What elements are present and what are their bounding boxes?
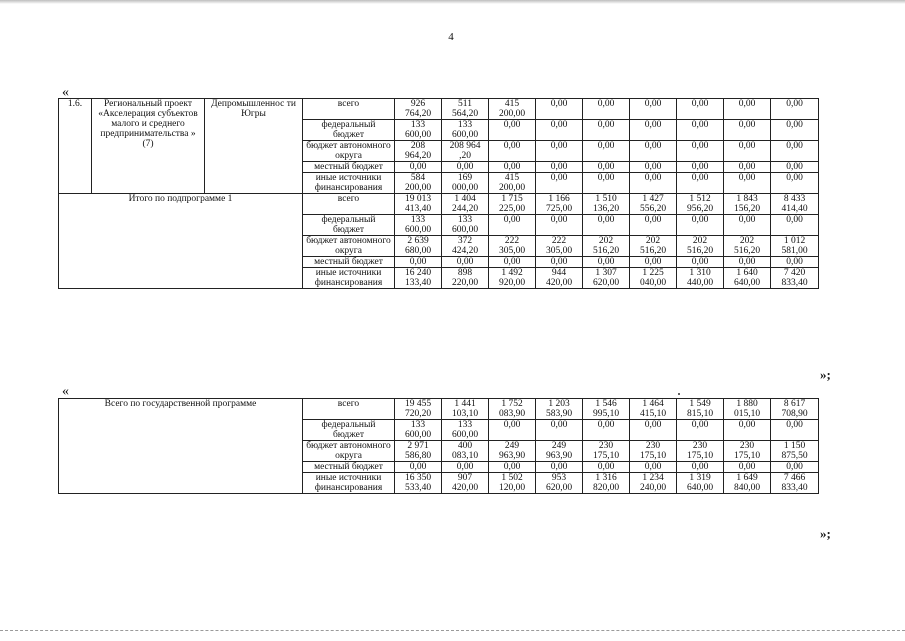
amount-cell: 1 234 240,00 — [630, 473, 677, 494]
amount-cell: 0,00 — [489, 420, 536, 441]
amount-cell: 0,00 — [771, 215, 819, 236]
amount-cell: 0,00 — [489, 462, 536, 473]
amount-cell: 0,00 — [536, 120, 583, 141]
amount-cell: 202 516,20 — [583, 236, 630, 257]
amount-cell: 0,00 — [536, 162, 583, 173]
scan-edge-bottom — [0, 630, 905, 641]
amount-cell: 0,00 — [583, 99, 630, 120]
project-number: 1.6. — [59, 99, 92, 194]
amount-cell: 1 715 225,00 — [489, 194, 536, 215]
amount-cell: 1 510 136,20 — [583, 194, 630, 215]
amount-cell: 0,00 — [677, 173, 724, 194]
amount-cell: 1 441 103,10 — [442, 399, 489, 420]
amount-cell: 400 083,10 — [442, 441, 489, 462]
funding-source: местный бюджет — [303, 257, 395, 268]
amount-cell: 1 427 556,20 — [630, 194, 677, 215]
funding-source: местный бюджет — [303, 162, 395, 173]
page-number: 4 — [448, 31, 454, 43]
amount-cell: 0,00 — [724, 173, 771, 194]
amount-cell: 0,00 — [724, 257, 771, 268]
funding-source: местный бюджет — [303, 462, 395, 473]
amount-cell: 415 200,00 — [489, 99, 536, 120]
amount-cell: 222 305,00 — [536, 236, 583, 257]
amount-cell: 0,00 — [583, 420, 630, 441]
amount-cell: 0,00 — [771, 141, 819, 162]
amount-cell: 0,00 — [583, 120, 630, 141]
amount-cell: 1 319 640,00 — [677, 473, 724, 494]
funding-source: иные источники финансирования — [303, 473, 395, 494]
amount-cell: 0,00 — [771, 462, 819, 473]
closing-quote: »; — [820, 526, 831, 541]
amount-cell: 169 000,00 — [442, 173, 489, 194]
amount-cell: 1 502 120,00 — [489, 473, 536, 494]
amount-cell: 584 200,00 — [395, 173, 442, 194]
amount-cell: 0,00 — [395, 162, 442, 173]
amount-cell: 0,00 — [771, 257, 819, 268]
amount-cell: 202 516,20 — [724, 236, 771, 257]
funding-source: федеральный бюджет — [303, 120, 395, 141]
amount-cell: 0,00 — [724, 420, 771, 441]
amount-cell: 1 549 815,10 — [677, 399, 724, 420]
subtotal-label: Итого по подпрограмме 1 — [59, 194, 303, 289]
amount-cell: 1 225 040,00 — [630, 268, 677, 289]
amount-cell: 7 420 833,40 — [771, 268, 819, 289]
amount-cell: 1 649 840,00 — [724, 473, 771, 494]
closing-quote: »; — [820, 367, 831, 382]
amount-cell: 0,00 — [536, 215, 583, 236]
funding-source: федеральный бюджет — [303, 215, 395, 236]
amount-cell: 1 464 415,10 — [630, 399, 677, 420]
amount-cell: 0,00 — [677, 141, 724, 162]
amount-cell: 133 600,00 — [395, 120, 442, 141]
amount-cell: 0,00 — [630, 257, 677, 268]
amount-cell: 1 404 244,20 — [442, 194, 489, 215]
amount-cell: 133 600,00 — [395, 420, 442, 441]
amount-cell: 0,00 — [724, 141, 771, 162]
amount-cell: 0,00 — [536, 173, 583, 194]
amount-cell: 0,00 — [677, 462, 724, 473]
amount-cell: 0,00 — [771, 120, 819, 141]
funding-source: бюджет автономного округа — [303, 141, 395, 162]
amount-cell: 415 200,00 — [489, 173, 536, 194]
funding-source: всего — [303, 194, 395, 215]
amount-cell: 0,00 — [583, 215, 630, 236]
amount-cell: 372 424,20 — [442, 236, 489, 257]
amount-cell: 202 516,20 — [630, 236, 677, 257]
amount-cell: 1 307 620,00 — [583, 268, 630, 289]
amount-cell: 953 620,00 — [536, 473, 583, 494]
amount-cell: 1 203 583,90 — [536, 399, 583, 420]
amount-cell: 0,00 — [630, 173, 677, 194]
amount-cell: 0,00 — [630, 462, 677, 473]
table-row — [59, 194, 819, 215]
funding-source: всего — [303, 99, 395, 120]
amount-cell: 0,00 — [583, 162, 630, 173]
amount-cell: 0,00 — [442, 462, 489, 473]
amount-cell: 0,00 — [771, 99, 819, 120]
amount-cell: 0,00 — [724, 120, 771, 141]
amount-cell: 1 752 083,90 — [489, 399, 536, 420]
amount-cell: 0,00 — [395, 462, 442, 473]
amount-cell: 0,00 — [677, 120, 724, 141]
amount-cell: 19 013 413,40 — [395, 194, 442, 215]
amount-cell: 133 600,00 — [395, 215, 442, 236]
program-total-label: Всего по государственной программе — [59, 399, 303, 494]
amount-cell: 1 880 015,10 — [724, 399, 771, 420]
amount-cell: 0,00 — [489, 257, 536, 268]
funding-source: всего — [303, 399, 395, 420]
amount-cell: 0,00 — [442, 162, 489, 173]
amount-cell: 2 971 586,80 — [395, 441, 442, 462]
amount-cell: 0,00 — [395, 257, 442, 268]
amount-cell: 230 175,10 — [630, 441, 677, 462]
amount-cell: 1 310 440,00 — [677, 268, 724, 289]
amount-cell: 8 617 708,90 — [771, 399, 819, 420]
amount-cell: 0,00 — [771, 420, 819, 441]
project-name: Региональный проект «Акселерация субъектов малого и среднего предпринимательства » (7) — [92, 99, 205, 194]
amount-cell: 19 455 720,20 — [395, 399, 442, 420]
amount-cell: 249 963,90 — [536, 441, 583, 462]
amount-cell: 2 639 680,00 — [395, 236, 442, 257]
amount-cell: 16 240 133,40 — [395, 268, 442, 289]
amount-cell: 202 516,20 — [677, 236, 724, 257]
amount-cell: 907 420,00 — [442, 473, 489, 494]
opening-quote: « — [62, 85, 69, 100]
amount-cell: 0,00 — [630, 141, 677, 162]
amount-cell: 0,00 — [677, 215, 724, 236]
table-row — [59, 399, 819, 420]
opening-quote: « — [62, 384, 69, 399]
table-row — [59, 99, 819, 120]
funding-source: бюджет автономного округа — [303, 441, 395, 462]
amount-cell: 944 420,00 — [536, 268, 583, 289]
amount-cell: 0,00 — [536, 462, 583, 473]
amount-cell: 0,00 — [677, 162, 724, 173]
amount-cell: 0,00 — [630, 99, 677, 120]
amount-cell: 1 316 820,00 — [583, 473, 630, 494]
amount-cell: 0,00 — [536, 141, 583, 162]
project-executor: Депромышленнос ти Югры — [205, 99, 303, 194]
amount-cell: 0,00 — [630, 120, 677, 141]
amount-cell: 0,00 — [536, 420, 583, 441]
scan-edge-top — [0, 0, 905, 4]
amount-cell: 0,00 — [771, 173, 819, 194]
amount-cell: 511 564,20 — [442, 99, 489, 120]
amount-cell: 133 600,00 — [442, 120, 489, 141]
amount-cell: 133 600,00 — [442, 420, 489, 441]
amount-cell: 926 764,20 — [395, 99, 442, 120]
amount-cell: 0,00 — [724, 162, 771, 173]
amount-cell: 1 512 956,20 — [677, 194, 724, 215]
amount-cell: 0,00 — [583, 462, 630, 473]
amount-cell: 0,00 — [630, 420, 677, 441]
program-total-table — [58, 398, 819, 494]
amount-cell: 16 350 533,40 — [395, 473, 442, 494]
amount-cell: 7 466 833,40 — [771, 473, 819, 494]
amount-cell: 1 012 581,00 — [771, 236, 819, 257]
amount-cell: 0,00 — [489, 120, 536, 141]
amount-cell: 208 964,20 — [395, 141, 442, 162]
amount-cell: 0,00 — [724, 462, 771, 473]
amount-cell: 0,00 — [630, 215, 677, 236]
amount-cell: 133 600,00 — [442, 215, 489, 236]
amount-cell: 0,00 — [489, 141, 536, 162]
amount-cell: 898 220,00 — [442, 268, 489, 289]
amount-cell: 0,00 — [771, 162, 819, 173]
amount-cell: 0,00 — [677, 257, 724, 268]
subprogram-finance-table — [58, 98, 819, 289]
amount-cell: 1 150 875,50 — [771, 441, 819, 462]
amount-cell: 0,00 — [536, 99, 583, 120]
amount-cell: 0,00 — [630, 162, 677, 173]
scan-speck — [678, 393, 680, 395]
amount-cell: 0,00 — [442, 257, 489, 268]
amount-cell: 0,00 — [489, 215, 536, 236]
amount-cell: 230 175,10 — [583, 441, 630, 462]
amount-cell: 8 433 414,40 — [771, 194, 819, 215]
amount-cell: 1 546 995,10 — [583, 399, 630, 420]
amount-cell: 0,00 — [724, 215, 771, 236]
funding-source: иные источники финансирования — [303, 268, 395, 289]
amount-cell: 208 964 ,20 — [442, 141, 489, 162]
amount-cell: 230 175,10 — [724, 441, 771, 462]
amount-cell: 0,00 — [489, 162, 536, 173]
amount-cell: 1 640 640,00 — [724, 268, 771, 289]
amount-cell: 0,00 — [536, 257, 583, 268]
amount-cell: 0,00 — [677, 99, 724, 120]
amount-cell: 1 492 920,00 — [489, 268, 536, 289]
amount-cell: 0,00 — [583, 141, 630, 162]
amount-cell: 0,00 — [583, 257, 630, 268]
amount-cell: 222 305,00 — [489, 236, 536, 257]
funding-source: федеральный бюджет — [303, 420, 395, 441]
amount-cell: 0,00 — [724, 99, 771, 120]
amount-cell: 1 166 725,00 — [536, 194, 583, 215]
funding-source: иные источники финансирования — [303, 173, 395, 194]
amount-cell: 230 175,10 — [677, 441, 724, 462]
amount-cell: 0,00 — [583, 173, 630, 194]
amount-cell: 249 963,90 — [489, 441, 536, 462]
amount-cell: 1 843 156,20 — [724, 194, 771, 215]
funding-source: бюджет автономного округа — [303, 236, 395, 257]
amount-cell: 0,00 — [677, 420, 724, 441]
